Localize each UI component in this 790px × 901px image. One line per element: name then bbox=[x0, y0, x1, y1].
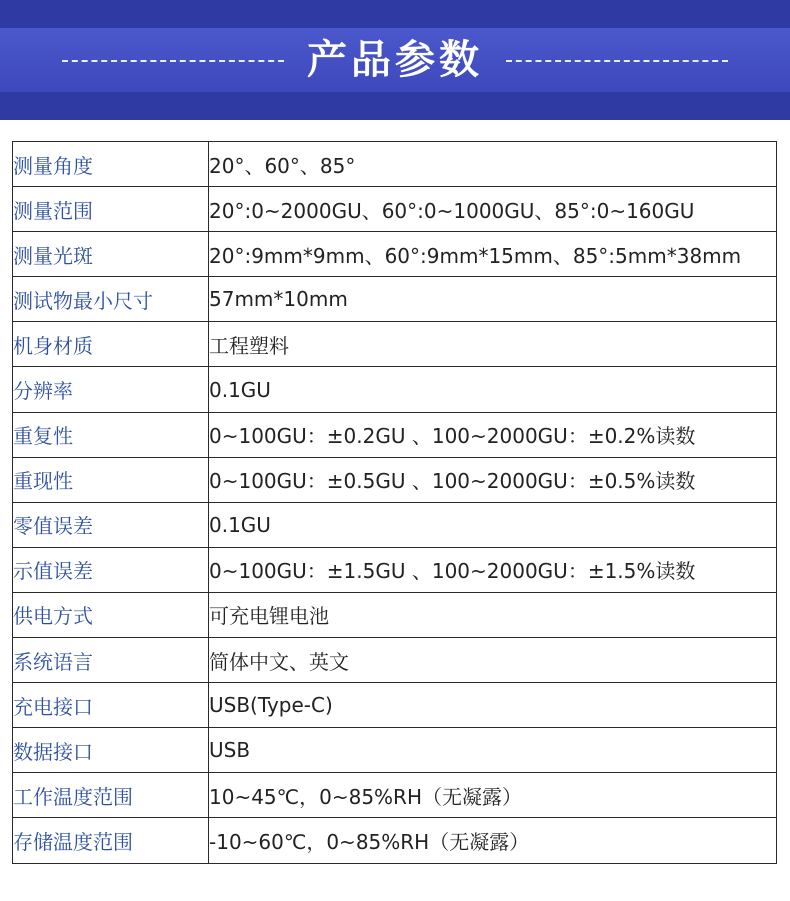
table-row bbox=[13, 728, 777, 773]
spec-label: 分辨率 bbox=[13, 367, 209, 412]
spec-label: 示值误差 bbox=[13, 547, 209, 592]
spec-label: 系统语言 bbox=[13, 638, 209, 683]
spec-value: 0~100GU：±0.2GU 、100~2000GU：±0.2%读数 bbox=[209, 412, 777, 457]
spec-table-body bbox=[13, 142, 777, 864]
spec-label: 重复性 bbox=[13, 412, 209, 457]
spec-label: 供电方式 bbox=[13, 592, 209, 637]
spec-label: 测量光斑 bbox=[13, 232, 209, 277]
spec-value: 20°:0~2000GU、60°:0~1000GU、85°:0~160GU bbox=[209, 187, 777, 232]
header-banner bbox=[0, 0, 790, 120]
spec-value: USB(Type-C) bbox=[209, 683, 777, 728]
spec-label: 零值误差 bbox=[13, 502, 209, 547]
spec-label: 工作温度范围 bbox=[13, 773, 209, 818]
spec-label: 测量范围 bbox=[13, 187, 209, 232]
spec-value: USB bbox=[209, 728, 777, 773]
spec-value: -10~60℃，0~85%RH（无凝露） bbox=[209, 818, 777, 863]
table-row bbox=[13, 457, 777, 502]
table-row bbox=[13, 683, 777, 728]
spec-label: 机身材质 bbox=[13, 322, 209, 367]
spec-value: 57mm*10mm bbox=[209, 277, 777, 322]
table-row bbox=[13, 547, 777, 592]
spec-label: 数据接口 bbox=[13, 728, 209, 773]
table-row bbox=[13, 592, 777, 637]
spec-label: 重现性 bbox=[13, 457, 209, 502]
table-row bbox=[13, 638, 777, 683]
spec-label: 测量角度 bbox=[13, 142, 209, 187]
spec-label: 存储温度范围 bbox=[13, 818, 209, 863]
spec-label: 测试物最小尺寸 bbox=[13, 277, 209, 322]
page-title: 产品参数 bbox=[307, 37, 483, 83]
table-row bbox=[13, 502, 777, 547]
spec-value: 0.1GU bbox=[209, 502, 777, 547]
spec-table bbox=[12, 141, 777, 864]
spec-value: 简体中文、英文 bbox=[209, 638, 777, 683]
spec-label: 充电接口 bbox=[13, 683, 209, 728]
table-row bbox=[13, 187, 777, 232]
spec-value: 工程塑料 bbox=[209, 322, 777, 367]
table-row bbox=[13, 818, 777, 863]
table-row bbox=[13, 232, 777, 277]
table-row bbox=[13, 412, 777, 457]
spec-value: 20°:9mm*9mm、60°:9mm*15mm、85°:5mm*38mm bbox=[209, 232, 777, 277]
spec-value: 20°、60°、85° bbox=[209, 142, 777, 187]
spec-value: 10~45℃，0~85%RH（无凝露） bbox=[209, 773, 777, 818]
spec-value: 0~100GU：±0.5GU 、100~2000GU：±0.5%读数 bbox=[209, 457, 777, 502]
table-row bbox=[13, 322, 777, 367]
table-row bbox=[13, 367, 777, 412]
table-row bbox=[13, 142, 777, 187]
table-row bbox=[13, 277, 777, 322]
spec-value: 0~100GU：±1.5GU 、100~2000GU：±1.5%读数 bbox=[209, 547, 777, 592]
spec-value: 可充电锂电池 bbox=[209, 592, 777, 637]
spec-value: 0.1GU bbox=[209, 367, 777, 412]
table-row bbox=[13, 773, 777, 818]
